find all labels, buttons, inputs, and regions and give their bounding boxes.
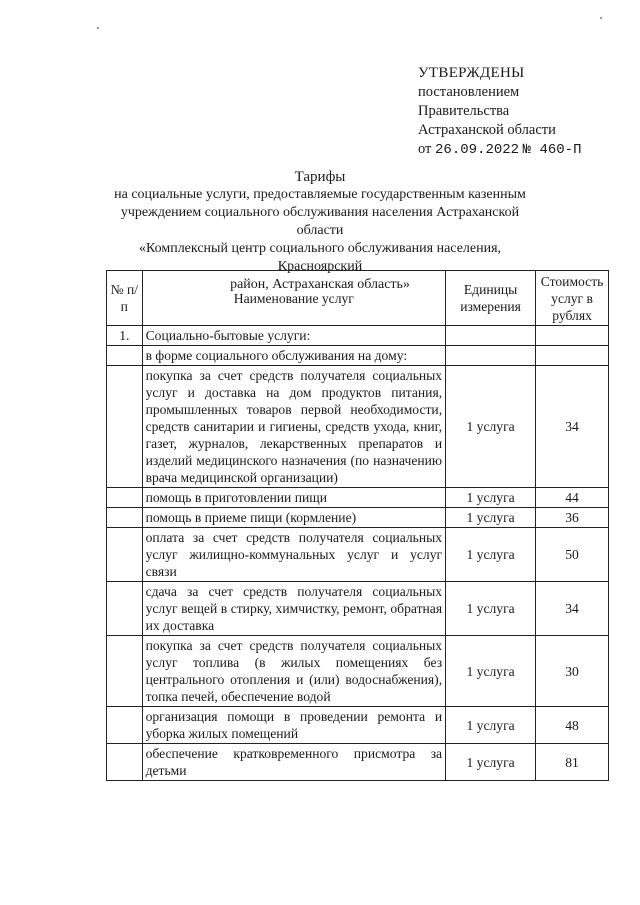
row-name: обеспечение кратковременного присмотра за детьми [142,744,446,781]
heading-line: на социальные услуги, предоставляемые государственным казенным [114,187,526,202]
row-unit: 1 услуга [446,707,536,744]
table-row [107,326,609,346]
row-name: помощь в приеме пищи (кормление) [142,508,446,528]
approval-line: постановлением [418,84,520,100]
table-row [107,707,609,744]
row-unit [446,346,536,366]
row-unit: 1 услуга [446,528,536,582]
row-num [107,582,143,636]
row-price [536,326,609,346]
table-row [107,582,609,636]
row-name: Социально-бытовые услуги: [142,326,446,346]
header-price: Стоимость услуг в рублях [536,271,609,326]
row-price [536,346,609,366]
table-row [107,744,609,781]
approval-line: Астраханской области [418,122,556,138]
approval-block [418,64,581,160]
approval-title: УТВЕРЖДЕНЫ [418,65,525,81]
header-num: № п/п [107,271,143,326]
table-row [107,366,609,488]
row-name: помощь в приготовлении пищи [142,488,446,508]
scan-speck [600,17,602,19]
table-row [107,488,609,508]
row-num: 1. [107,326,143,346]
approval-date-line [418,140,581,160]
approval-date-prefix: от [418,141,432,157]
row-unit: 1 услуга [446,744,536,781]
row-num [107,744,143,781]
row-price: 48 [536,707,609,744]
heading-line: «Комплексный центр социального обслуживания населения, Красноярский [138,241,502,274]
approval-date: 26.09.2022 [435,142,520,158]
row-name: покупка за счет средств получателя социальных услуг и доставка на дом продуктов питания, промышленных товаров первой необходимости, средств санитарии и гигиены, средств ухода, книг, газет, журналов, лекарственных препаратов и изделий медицинского назначения (по назначению врача медицинской организации) [142,366,446,488]
row-price: 44 [536,488,609,508]
tariffs-table [106,270,609,781]
row-num [107,488,143,508]
header-name: Наименование услуг [142,271,446,326]
row-num [107,707,143,744]
row-unit: 1 услуга [446,636,536,707]
row-price: 81 [536,744,609,781]
approval-number: № 460-П [522,142,582,158]
header-unit: Единицы измерения [446,271,536,326]
table-row [107,346,609,366]
table-row [107,636,609,707]
approval-line: Правительства [418,103,510,119]
table-row [107,528,609,582]
heading-line: район, Астраханская область» [230,277,410,292]
row-unit [446,326,536,346]
row-unit: 1 услуга [446,366,536,488]
row-num [107,366,143,488]
row-num [107,528,143,582]
row-name: в форме социального обслуживания на дому: [142,346,446,366]
heading-line: учреждением социального обслуживания населения Астраханской области [120,205,520,238]
row-unit: 1 услуга [446,582,536,636]
row-unit: 1 услуга [446,488,536,508]
row-price: 36 [536,508,609,528]
row-name: оплата за счет средств получателя социальных услуг жилищно-коммунальных услуг и услуг связи [142,528,446,582]
row-name: организация помощи в проведении ремонта и уборка жилых помещений [142,707,446,744]
row-num [107,508,143,528]
row-price: 50 [536,528,609,582]
row-unit: 1 услуга [446,508,536,528]
document-title: Тарифы [294,169,346,185]
row-name: покупка за счет средств получателя социальных услуг топлива (в жилых помещениях без центрального отопления и (или) водоснабжения), топка печей, обеспечение водой [142,636,446,707]
row-name: сдача за счет средств получателя социальных услуг вещей в стирку, химчистку, ремонт, обратная их доставка [142,582,446,636]
row-price: 34 [536,582,609,636]
row-num [107,636,143,707]
table-header-row [107,271,609,326]
row-price: 30 [536,636,609,707]
row-price: 34 [536,366,609,488]
table-row [107,508,609,528]
scan-speck [97,27,99,29]
row-num [107,346,143,366]
